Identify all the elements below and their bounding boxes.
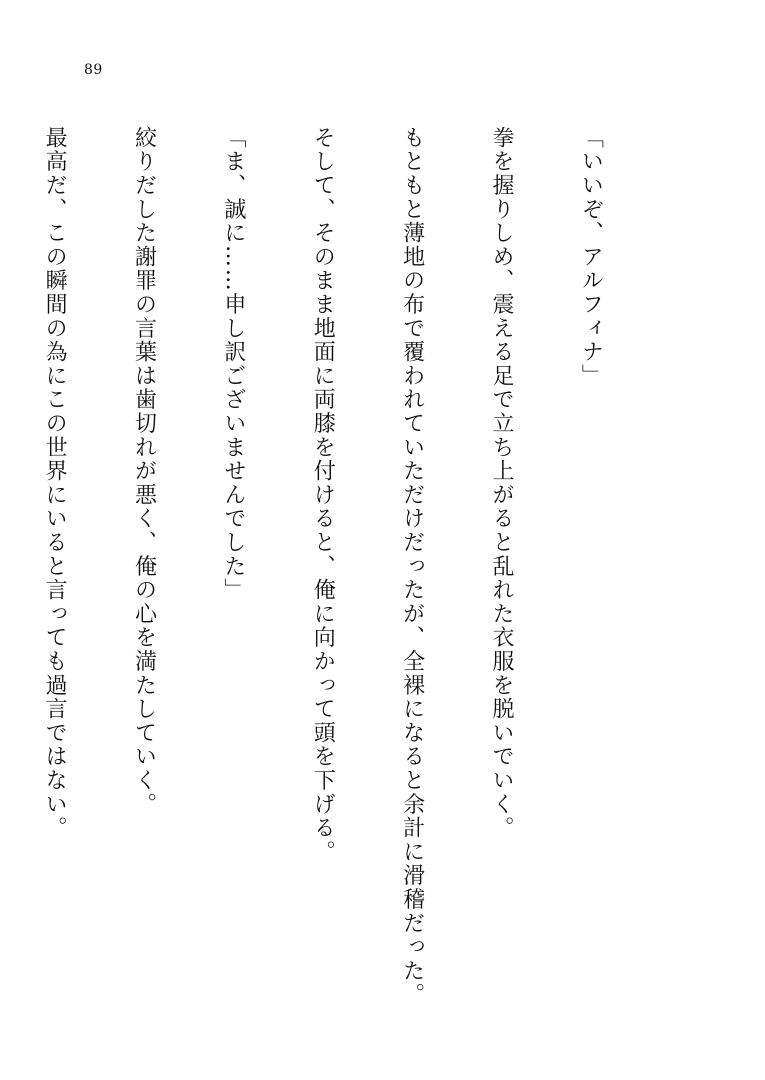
text-line: もともと薄地の布で覆われていただけだったが、全裸になると余計に滑稽だった。 xyxy=(399,126,425,1007)
vertical-text-body xyxy=(0,126,665,1007)
page-number: 89 xyxy=(84,62,103,78)
text-line: 拳を握りしめ、震える足で立ち上がると乱れた衣服を脱いでいく。 xyxy=(489,126,515,840)
text-line: 「ま、誠に……申し訳ございませんでした」 xyxy=(220,126,246,602)
text-line: 絞りだした謝罪の言葉は歯切れが悪く、俺の心を満たしていく。 xyxy=(131,126,157,817)
text-line: 「いいぞ、アルフィナ」 xyxy=(578,126,604,388)
text-line: そして、そのまま地面に両膝を付けると、俺に向かって頭を下げる。 xyxy=(310,126,336,864)
text-line: 最高だ、この瞬間の為にこの世界にいると言っても過言ではない。 xyxy=(42,126,68,840)
